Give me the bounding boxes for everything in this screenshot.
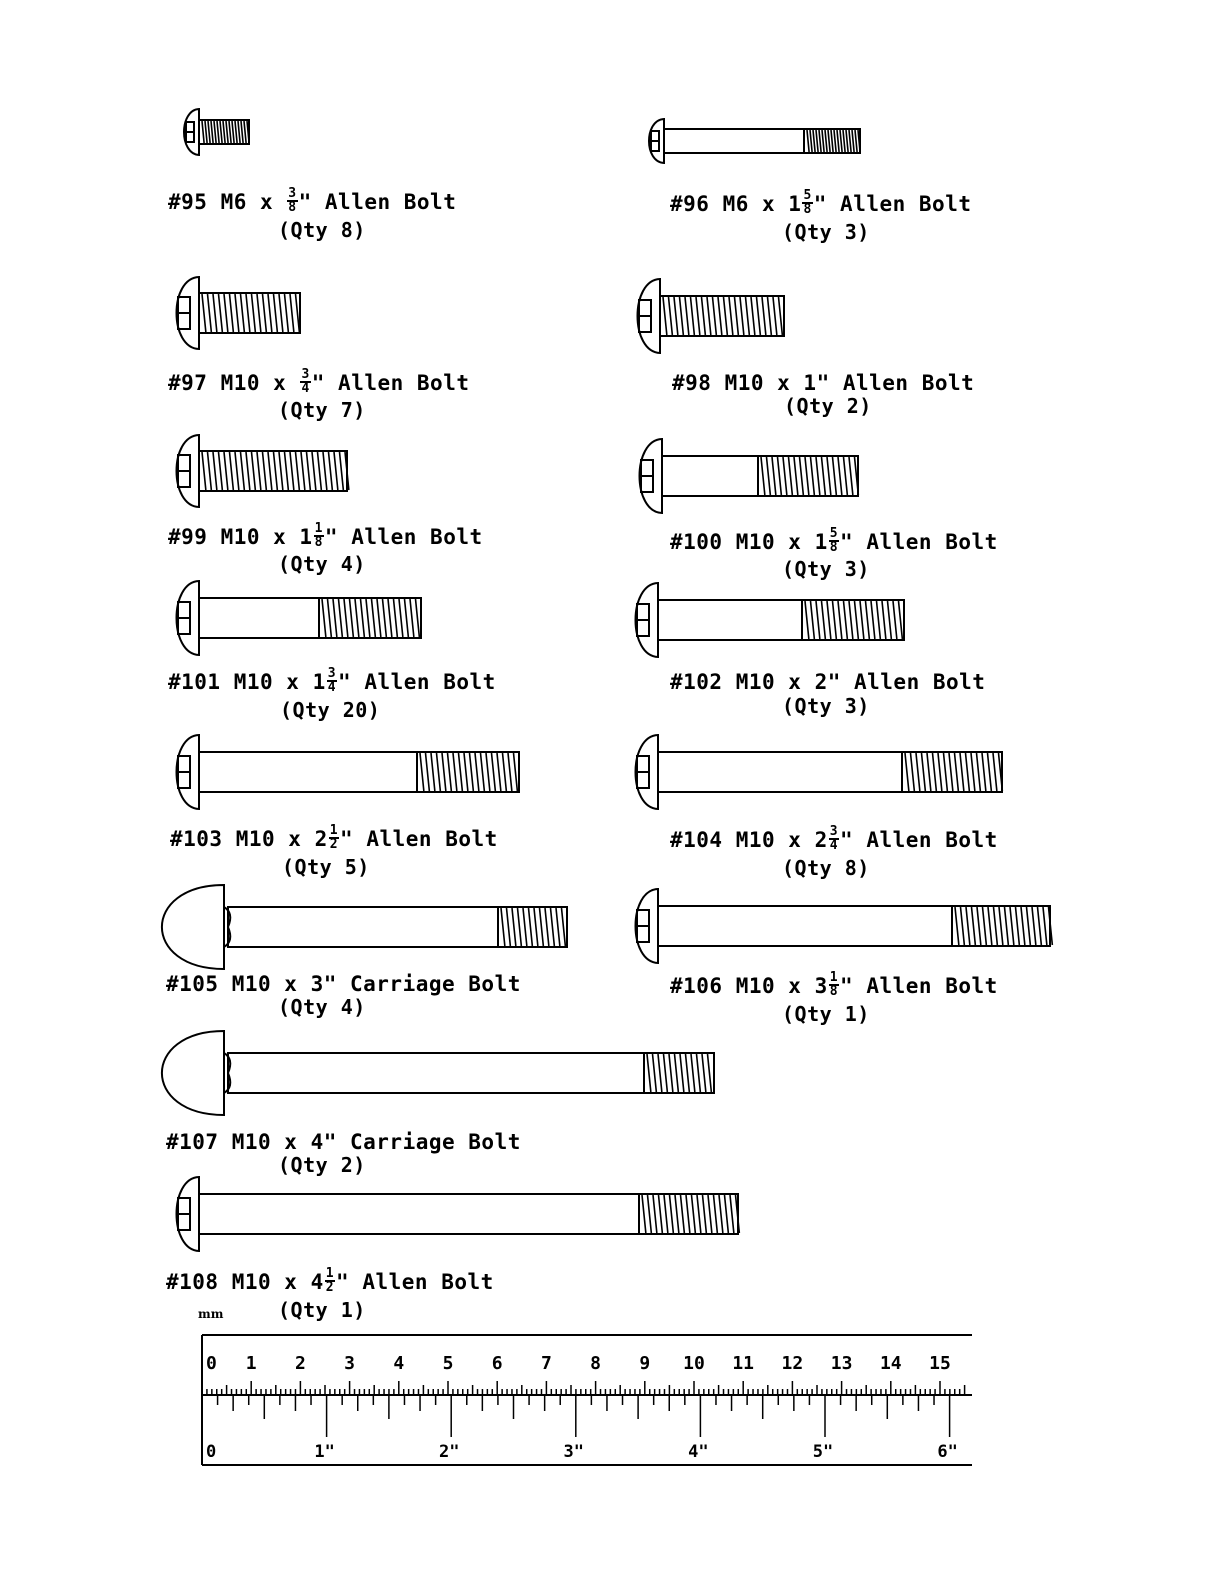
inch-tick-label: 6" xyxy=(937,1442,958,1462)
fraction: $\frac{5}{8}$ xyxy=(803,188,812,217)
inch-tick-label: 2" xyxy=(438,1442,460,1462)
part-name: " Allen Bolt xyxy=(827,670,986,694)
part-size-prefix: #103 M10 x 2 xyxy=(170,827,328,851)
part-name: " Allen Bolt xyxy=(298,190,457,214)
part-name: " Allen Bolt xyxy=(336,1270,494,1294)
cm-tick-label: 10 xyxy=(683,1353,705,1374)
part-size-prefix: #107 M10 x 4 xyxy=(166,1130,324,1154)
part-size-prefix: #95 M6 x xyxy=(168,190,287,214)
cm-tick-label: 15 xyxy=(929,1353,951,1374)
inch-tick-label: 1" xyxy=(314,1442,335,1462)
part-name: " Allen Bolt xyxy=(324,525,483,549)
part-name: " Carriage Bolt xyxy=(323,972,521,996)
part-name: " Allen Bolt xyxy=(338,670,496,694)
cm-tick-label: 4 xyxy=(393,1353,405,1374)
part-size-prefix: #104 M10 x 2 xyxy=(670,828,828,852)
part-quantity-99: (Qty 4) xyxy=(278,552,366,576)
part-quantity-100: (Qty 3) xyxy=(782,557,870,581)
cm-tick-label: 2 xyxy=(294,1353,306,1374)
cm-tick-label: 14 xyxy=(879,1353,902,1374)
inch-tick-label: 3" xyxy=(563,1442,585,1462)
part-quantity-106: (Qty 1) xyxy=(782,1002,870,1026)
part-quantity-98: (Qty 2) xyxy=(784,394,872,418)
part-quantity-95: (Qty 8) xyxy=(278,218,366,242)
cm-tick-label: 6 xyxy=(491,1353,503,1374)
cm-tick-label: 11 xyxy=(732,1353,755,1374)
cm-tick-label: 7 xyxy=(540,1353,552,1374)
part-name: " Allen Bolt xyxy=(840,974,998,998)
part-name: " Allen Bolt xyxy=(813,192,972,216)
part-name: " Allen Bolt xyxy=(816,371,975,395)
inch-tick-label: 0 xyxy=(206,1442,217,1462)
part-size-prefix: #108 M10 x 4 xyxy=(166,1270,324,1294)
fraction: $\frac{3}{4}$ xyxy=(327,666,337,695)
part-quantity-104: (Qty 8) xyxy=(782,856,870,880)
part-size-prefix: #96 M6 x 1 xyxy=(670,192,802,216)
cm-tick-label: 12 xyxy=(781,1353,804,1374)
cm-tick-label: 13 xyxy=(830,1353,853,1374)
part-name: " Carriage Bolt xyxy=(323,1130,521,1154)
part-size-prefix: #105 M10 x 3 xyxy=(166,972,324,996)
part-size-prefix: #101 M10 x 1 xyxy=(168,670,326,694)
part-size-prefix: #102 M10 x 2 xyxy=(670,670,828,694)
fraction: $\frac{3}{8}$ xyxy=(288,186,297,215)
cm-tick-label: 0 xyxy=(206,1353,217,1374)
part-name: " Allen Bolt xyxy=(311,371,470,395)
part-size-prefix: #97 M10 x xyxy=(168,371,300,395)
fraction: $\frac{5}{8}$ xyxy=(829,526,839,555)
part-quantity-96: (Qty 3) xyxy=(782,220,870,244)
fraction: $\frac{1}{8}$ xyxy=(314,521,323,550)
fraction: $\frac{3}{4}$ xyxy=(829,824,839,853)
part-quantity-107: (Qty 2) xyxy=(278,1153,366,1177)
part-size-prefix: #99 M10 x 1 xyxy=(168,525,313,549)
part-size-prefix: #106 M10 x 3 xyxy=(670,974,828,998)
ruler-mm-unit-label: mm xyxy=(198,1307,224,1321)
fraction: $\frac{1}{8}$ xyxy=(829,970,839,999)
part-quantity-102: (Qty 3) xyxy=(782,694,870,718)
fraction: $\frac{1}{2}$ xyxy=(329,823,339,852)
fraction: $\frac{3}{4}$ xyxy=(301,367,310,396)
cm-tick-label: 5 xyxy=(442,1353,454,1374)
part-quantity-105: (Qty 4) xyxy=(278,995,366,1019)
part-size-prefix: #100 M10 x 1 xyxy=(670,530,828,554)
part-name: " Allen Bolt xyxy=(840,828,998,852)
part-name: " Allen Bolt xyxy=(340,827,498,851)
part-quantity-97: (Qty 7) xyxy=(278,398,366,422)
cm-tick-label: 9 xyxy=(639,1353,651,1374)
fraction: $\frac{1}{2}$ xyxy=(325,1266,335,1295)
part-name: " Allen Bolt xyxy=(840,530,998,554)
inch-tick-label: 5" xyxy=(812,1442,834,1462)
cm-tick-label: 1 xyxy=(245,1353,257,1374)
part-quantity-108: (Qty 1) xyxy=(278,1298,366,1322)
cm-tick-label: 8 xyxy=(590,1353,602,1374)
part-size-prefix: #98 M10 x 1 xyxy=(672,371,817,395)
inch-tick-label: 4" xyxy=(688,1442,709,1462)
part-quantity-101: (Qty 20) xyxy=(280,698,381,722)
part-quantity-103: (Qty 5) xyxy=(282,855,370,879)
cm-tick-label: 3 xyxy=(344,1353,356,1374)
